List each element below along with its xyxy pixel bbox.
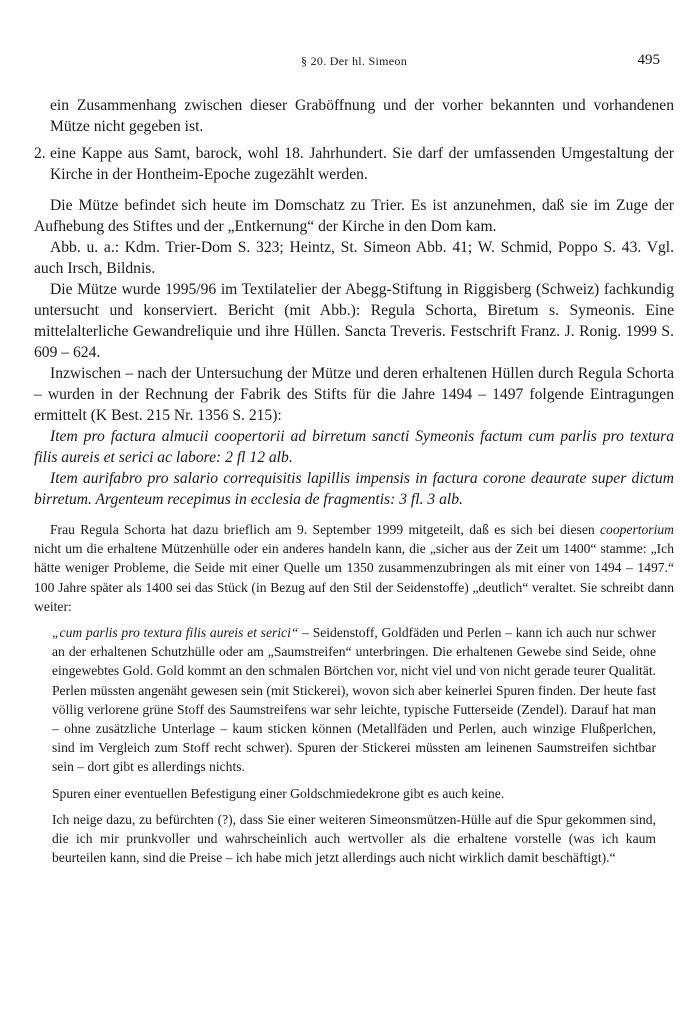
latin-entry-2: Item aurifabro pro salario correquisitis lapillis impensis in factura corone deaurate super dictum birretum. Argenteum recepimus in ecclesia de fragmentis: 3 fl. 3 alb.	[34, 470, 674, 508]
paragraph-rechnung: Inzwischen – nach der Untersuchung der Mütze und deren erhaltenen Hüllen durch Regula Schorta – wurden in der Rechnung der Fabrik des Stifts für die Jahre 1494 – 1497 folgende Eintragungen ermittelt (K Best. 215 Nr. 1356 S. 215):	[34, 365, 674, 424]
list-item-2	[34, 143, 674, 185]
continued-paragraph: ein Zusammenhang zwischen dieser Graböffnung und der vorher bekannten und vorhandenen Mütze nicht gegeben ist.	[50, 97, 674, 135]
page-number: 495	[637, 52, 660, 68]
quote-paragraph-2: Spuren einer eventuellen Befestigung einer Goldschmiedekrone gibt es auch keine.	[52, 785, 505, 801]
italic-term: coopertorium	[599, 522, 674, 537]
running-title: § 20. Der hl. Simeon	[301, 54, 407, 68]
paragraph-domschatz: Die Mütze befindet sich heute im Domschatz zu Trier. Es ist anzunehmen, daß sie im Zuge der Aufhebung des Stiftes und der „Entkernung“ der Kirche in den Dom kam.	[34, 197, 674, 235]
running-head	[34, 52, 674, 74]
list-number: 2.	[34, 145, 46, 162]
small-paragraph-letter: Frau Regula Schorta hat dazu brieflich am 9. September 1999 mitgeteilt, daß es sich bei diesen coopertorium nicht um die erhaltene Mützenhülle oder ein anderes handeln kann, die „sicher aus der Zeit um 1400“ stamme: „Ich hätte weniger Probleme, die Seide mit einer Quelle um 1350 zusammenzubringen als mit einer von 1494 – 1497.“ 100 Jahre später als 1400 sei das Stück (in Bezug auf den Stil der Seidenstoffe) „deutlich“ veraltet. Sie schreibt dann weiter:	[34, 522, 674, 614]
quote-paragraph-1: „cum parlis pro textura filis aureis et serici“ – Seidenstoff, Goldfäden und Perlen – kann ich auch nur schwer an der erhaltenen Schutzhülle oder am „Saumstreifen“ unterbringen. Die erhaltenen Gewebe sind Seide, ohne eingewebtes Gold. Gold kommt an den schmalen Börtchen vor, nicht viel und von nicht gerade teurer Qualität. Perlen müssten angenäht gewesen sein (mit Stickerei), wovon sich aber keinerlei Spuren finden. Der heute fast völlig verlorene grüne Stoff des Saumstreifens war sehr leichte, typische Futterseide (Zendel). Darauf hat man – ohne zusätzliche Unterlage – kaum sticken können (Metallfäden und Perlen, auch winzige Flußperlchen, sind im Vergleich zum Stoff recht schwer). Spuren der Stickerei müssten am leinenen Saumstreifen sichtbar sein – dort gibt es allerdings nichts.	[52, 625, 656, 775]
quote-latin: „cum parlis pro textura filis aureis et serici“	[52, 625, 299, 641]
quote-paragraph-3: Ich neige dazu, zu befürchten (?), dass Sie einer weiteren Simeonsmützen-Hülle auf die Spur gekommen sind, die ich mir prunkvoller und wahrscheinlich auch wertvoller als die erhaltene vorstelle (was ich kaum beurteilen kann, sind die Preise – ich habe mich jetzt allerdings auch nicht wirklich damit beschäftigt).“	[52, 811, 656, 866]
paragraph-references: Abb. u. a.: Kdm. Trier-Dom S. 323; Heintz, St. Simeon Abb. 41; W. Schmid, Poppo S. 43. Vgl. auch Irsch, Bildnis.	[34, 239, 674, 277]
latin-entry-1: Item pro factura almucii coopertorii ad birretum sancti Symeonis factum cum parlis pro textura filis aureis et serici ac labore: 2 fl 12 alb.	[34, 428, 674, 466]
paragraph-conservation: Die Mütze wurde 1995/96 im Textilatelier der Abegg-Stiftung in Riggisberg (Schweiz) fachkundig untersucht und konserviert. Bericht (mit Abb.): Regula Schorta, Biretum s. Symeonis. Eine mittelalterliche Gewandreliquie und ihre Hüllen. Sancta Treveris. Festschrift Franz. J. Ronig. 1999 S. 609 – 624.	[34, 281, 674, 361]
main-text	[34, 95, 674, 867]
list-item-text: eine Kappe aus Samt, barock, wohl 18. Jahrhundert. Sie darf der umfassenden Umgestaltung der Kirche in der Hontheim-Epoche zugezählt werden.	[50, 145, 674, 183]
